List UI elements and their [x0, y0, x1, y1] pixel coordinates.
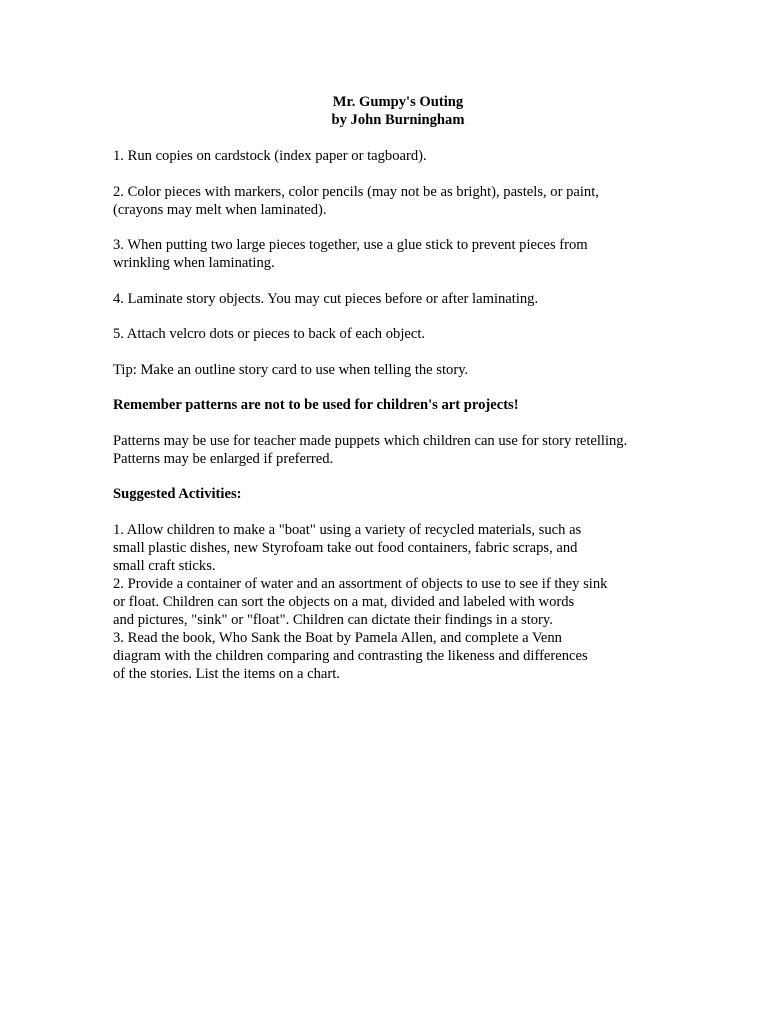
activity-line: 2. Provide a container of water and an assortment of objects to use to see if they sink	[113, 575, 608, 592]
activity-line: small craft sticks.	[113, 557, 216, 574]
activity-line: and pictures, "sink" or "float". Children can dictate their findings in a story.	[113, 611, 553, 628]
step-3-line-1: 3. When putting two large pieces together, use a glue stick to prevent pieces from	[113, 237, 588, 253]
document-body	[113, 147, 673, 683]
activity-line: 1. Allow children to make a "boat" using a variety of recycled materials, such as	[113, 521, 582, 538]
step-2-line-1: 2. Color pieces with markers, color pencils (may not be as bright), pastels, or paint,	[113, 183, 599, 200]
warning-text: Remember patterns are not to be used for children's art projects!	[113, 397, 519, 413]
patterns-note-line-1: Patterns may be use for teacher made puppets which children can use for story retelling.	[113, 432, 628, 449]
activity-line: diagram with the children comparing and contrasting the likeness and differences	[113, 647, 588, 664]
activity-line: 3. Read the book, Who Sank the Boat by Pamela Allen, and complete a Venn	[113, 629, 562, 646]
author-line: by John Burningham	[331, 112, 465, 128]
patterns-note-line-2: Patterns may be enlarged if preferred.	[113, 450, 334, 467]
activity-line: of the stories. List the items on a chart.	[113, 665, 340, 682]
activity-line: small plastic dishes, new Styrofoam take out food containers, fabric scraps, and	[113, 539, 578, 556]
activity-line: or float. Children can sort the objects on a mat, divided and labeled with words	[113, 593, 575, 610]
document-title: Mr. Gumpy's Outing	[332, 94, 464, 110]
activities-heading: Suggested Activities:	[113, 486, 242, 502]
tip-text: Tip: Make an outline story card to use when telling the story.	[113, 361, 469, 378]
step-2-line-2: (crayons may melt when laminated).	[113, 201, 327, 218]
step-1-line-1: 1. Run copies on cardstock (index paper or tagboard).	[113, 148, 427, 164]
step-3-line-2: wrinkling when laminating.	[113, 255, 275, 271]
step-5-line-1: 5. Attach velcro dots or pieces to back of each object.	[113, 326, 426, 342]
title-block	[0, 93, 768, 129]
step-4-line-1: 4. Laminate story objects. You may cut pieces before or after laminating.	[113, 290, 539, 307]
